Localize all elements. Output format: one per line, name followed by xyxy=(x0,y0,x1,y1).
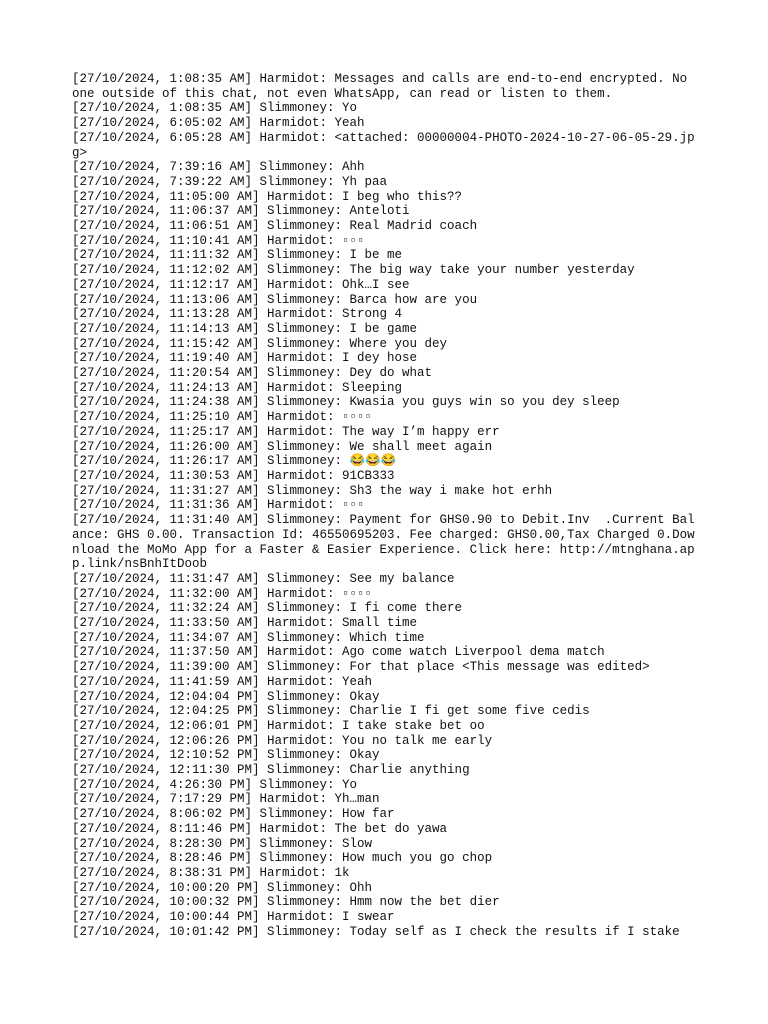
chat-message-line: [27/10/2024, 11:34:07 AM] Slimmoney: Which time xyxy=(72,630,425,645)
chat-message-line: [27/10/2024, 12:10:52 PM] Slimmoney: Okay xyxy=(72,748,380,763)
chat-message-line: [27/10/2024, 10:00:20 PM] Slimmoney: Ohh xyxy=(72,880,373,895)
chat-message-line: [27/10/2024, 8:28:30 PM] Slimmoney: Slow xyxy=(72,836,373,851)
chat-message-line: [27/10/2024, 11:06:51 AM] Slimmoney: Real Madrid coach xyxy=(72,219,478,234)
chat-message-line: [27/10/2024, 6:05:02 AM] Harmidot: Yeah xyxy=(72,116,365,131)
chat-message-line: [27/10/2024, 11:39:00 AM] Slimmoney: For that place <This message was edited> xyxy=(72,660,650,675)
chat-message-line: [27/10/2024, 11:20:54 AM] Slimmoney: Dey do what xyxy=(72,366,433,381)
chat-message-line: [27/10/2024, 12:06:01 PM] Harmidot: I take stake bet oo xyxy=(72,718,485,733)
chat-message-line: [27/10/2024, 11:06:37 AM] Slimmoney: Anteloti xyxy=(72,204,410,219)
chat-message-line: [27/10/2024, 11:31:40 AM] Slimmoney: Payment for GHS0.90 to Debit.Inv .Current Balance: GHS 0.00. Transaction Id: 46550695203. Fee charged: GHS0.00,Tax Charged 0.Download the MoMo App for a Faster & Easier Experience. Click here: http://mtnghana.app.link/nsBnhItDoob xyxy=(72,513,695,572)
chat-message-line: [27/10/2024, 7:17:29 PM] Harmidot: Yh…man xyxy=(72,792,380,807)
chat-message-line: [27/10/2024, 8:28:46 PM] Slimmoney: How much you go chop xyxy=(72,851,493,866)
chat-message-line: [27/10/2024, 8:38:31 PM] Harmidot: 1k xyxy=(72,865,350,880)
chat-message-line: [27/10/2024, 10:01:42 PM] Slimmoney: Today self as I check the results if I stake xyxy=(72,924,680,939)
chat-message-line: [27/10/2024, 11:11:32 AM] Slimmoney: I be me xyxy=(72,248,403,263)
chat-message-line: [27/10/2024, 12:06:26 PM] Harmidot: You no talk me early xyxy=(72,733,493,748)
chat-message-line: [27/10/2024, 12:04:04 PM] Slimmoney: Okay xyxy=(72,689,380,704)
chat-message-line: [27/10/2024, 11:31:27 AM] Slimmoney: Sh3 the way i make hot erhh xyxy=(72,483,553,498)
chat-message-line: [27/10/2024, 1:08:35 AM] Slimmoney: Yo xyxy=(72,101,358,116)
chat-message-line: [27/10/2024, 11:31:47 AM] Slimmoney: See my balance xyxy=(72,571,455,586)
chat-message-line: [27/10/2024, 11:13:28 AM] Harmidot: Strong 4 xyxy=(72,307,403,322)
chat-message-line: [27/10/2024, 11:25:17 AM] Harmidot: The way I’m happy err xyxy=(72,424,500,439)
chat-message-line: [27/10/2024, 11:25:10 AM] Harmidot: ▫▫▫▫ xyxy=(72,410,373,425)
chat-message-line: [27/10/2024, 11:37:50 AM] Harmidot: Ago come watch Liverpool dema match xyxy=(72,645,605,660)
chat-message-line: [27/10/2024, 11:26:00 AM] Slimmoney: We shall meet again xyxy=(72,439,493,454)
chat-message-line: [27/10/2024, 11:14:13 AM] Slimmoney: I be game xyxy=(72,321,418,336)
chat-message-line: [27/10/2024, 7:39:16 AM] Slimmoney: Ahh xyxy=(72,160,365,175)
chat-message-line: [27/10/2024, 10:00:44 PM] Harmidot: I swear xyxy=(72,910,395,925)
chat-message-line: [27/10/2024, 7:39:22 AM] Slimmoney: Yh paa xyxy=(72,174,388,189)
chat-message-line: [27/10/2024, 11:32:00 AM] Harmidot: ▫▫▫▫ xyxy=(72,586,373,601)
chat-message-line: [27/10/2024, 11:33:50 AM] Harmidot: Small time xyxy=(72,616,418,631)
chat-message-line: [27/10/2024, 11:13:06 AM] Slimmoney: Barca how are you xyxy=(72,292,478,307)
chat-transcript xyxy=(72,72,696,939)
chat-message-line: [27/10/2024, 8:06:02 PM] Slimmoney: How far xyxy=(72,807,395,822)
chat-message-line: [27/10/2024, 1:08:35 AM] Harmidot: Messages and calls are end-to-end encrypted. No one outside of this chat, not even WhatsApp, can read or listen to them. xyxy=(72,72,695,101)
chat-message-line: [27/10/2024, 11:31:36 AM] Harmidot: ▫▫▫ xyxy=(72,498,365,513)
chat-message-line: [27/10/2024, 11:19:40 AM] Harmidot: I dey hose xyxy=(72,351,418,366)
chat-message-line: [27/10/2024, 12:11:30 PM] Slimmoney: Charlie anything xyxy=(72,763,470,778)
chat-message-line: [27/10/2024, 11:05:00 AM] Harmidot: I beg who this?? xyxy=(72,189,463,204)
chat-message-line: [27/10/2024, 11:30:53 AM] Harmidot: 91CB333 xyxy=(72,468,395,483)
chat-message-line: [27/10/2024, 11:10:41 AM] Harmidot: ▫▫▫ xyxy=(72,233,365,248)
chat-message-line: [27/10/2024, 11:32:24 AM] Slimmoney: I fi come there xyxy=(72,601,463,616)
chat-message-line: [27/10/2024, 11:12:17 AM] Harmidot: Ohk…I see xyxy=(72,277,410,292)
chat-message-line: [27/10/2024, 4:26:30 PM] Slimmoney: Yo xyxy=(72,777,358,792)
chat-message-line: [27/10/2024, 11:24:38 AM] Slimmoney: Kwasia you guys win so you dey sleep xyxy=(72,395,620,410)
chat-message-line: [27/10/2024, 12:04:25 PM] Slimmoney: Charlie I fi get some five cedis xyxy=(72,704,590,719)
chat-message-line: [27/10/2024, 11:26:17 AM] Slimmoney: 😂😂😂 xyxy=(72,454,397,469)
chat-message-line: [27/10/2024, 8:11:46 PM] Harmidot: The bet do yawa xyxy=(72,821,448,836)
chat-message-line: [27/10/2024, 10:00:32 PM] Slimmoney: Hmm now the bet dier xyxy=(72,895,500,910)
chat-message-line: [27/10/2024, 11:12:02 AM] Slimmoney: The big way take your number yesterday xyxy=(72,263,635,278)
chat-message-line: [27/10/2024, 6:05:28 AM] Harmidot: <attached: 00000004-PHOTO-2024-10-27-06-05-29.jpg> xyxy=(72,130,695,160)
chat-message-line: [27/10/2024, 11:15:42 AM] Slimmoney: Where you dey xyxy=(72,336,448,351)
chat-message-line: [27/10/2024, 11:24:13 AM] Harmidot: Sleeping xyxy=(72,380,403,395)
chat-message-line: [27/10/2024, 11:41:59 AM] Harmidot: Yeah xyxy=(72,674,373,689)
